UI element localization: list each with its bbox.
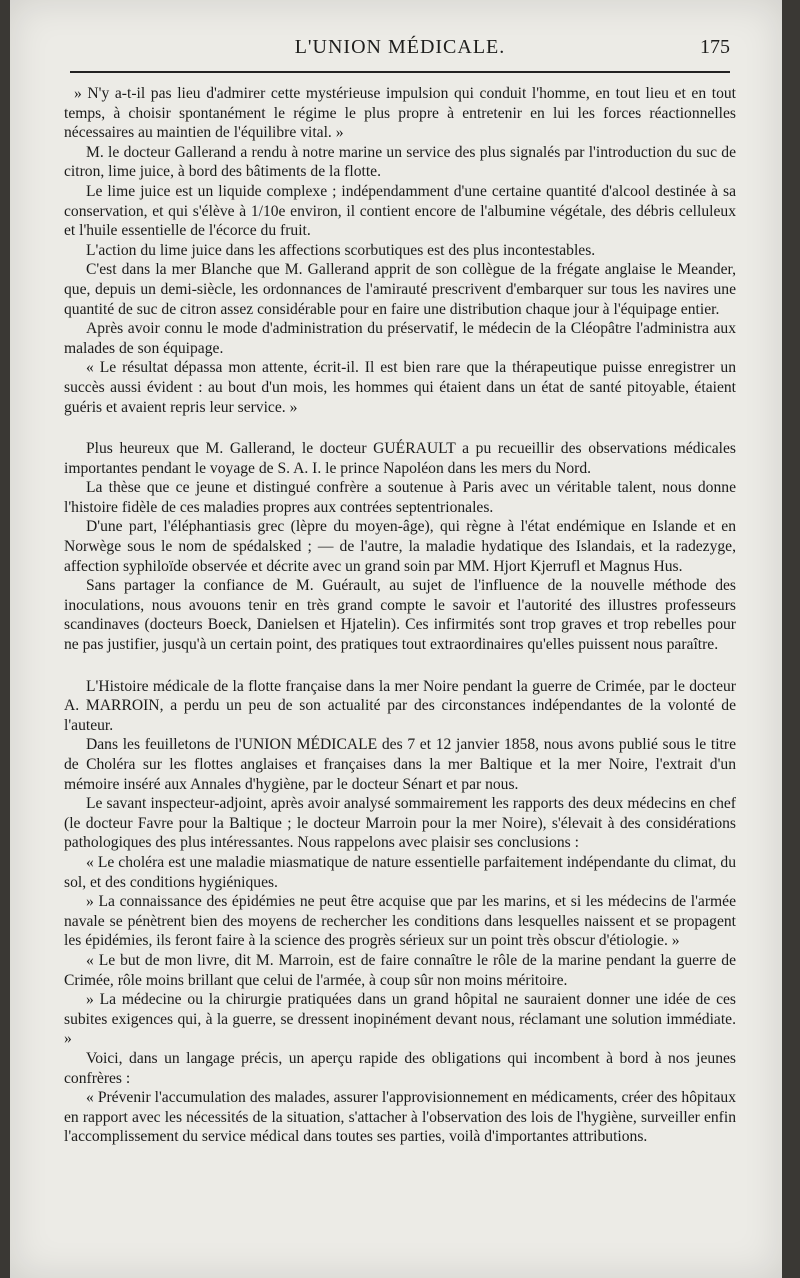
paragraph: Dans les feuilletons de l'UNION MÉDICALE des 7 et 12 janvier 1858, nous avons publié sous le titre de Choléra sur les flottes anglaises et françaises dans la mer Baltique et la mer Noire, l'extrait d'un mémoire inséré aux Annales d'hygiène, par le docteur Sénart et par nous. — [64, 736, 736, 793]
paragraph: M. le docteur Gallerand a rendu à notre marine un service des plus signalés par l'introduction du suc de citron, lime juice, à bord des bâtiments de la flotte. — [64, 143, 736, 181]
paragraph: Après avoir connu le mode d'administration du préservatif, le médecin de la Cléopâtre l'administra aux malades de son équipage. — [64, 320, 736, 357]
section-break — [64, 417, 736, 439]
paragraph: D'une part, l'éléphantiasis grec (lèpre du moyen-âge), qui règne à l'état endémique en Islande et en Norwège sous le nom de spédalsked ; — de l'autre, la maladie hydatique des Islandais, et la radezyge, affection syphiloïde observée et décrite avec un grand soin par MM. Hjort Kjerrufl et Magnus Hus. — [64, 518, 736, 575]
paragraph: » N'y a-t-il pas lieu d'admirer cette mystérieuse impulsion qui conduit l'homme, en tout lieu et en tout temps, à choisir spontanément le régime le plus propre à entretenir en lui les forces réactionnelles nécessaires au maintien de l'équilibre vital. » — [64, 85, 736, 142]
paragraph: « Prévenir l'accumulation des malades, assurer l'approvisionnement en médicaments, créer des hôpitaux en rapport avec les nécessités de la situation, s'attacher à l'observation des lois de l'hygiène, surveiller enfin l'accomplissement du service médical dans toutes ses parties, voilà d'importantes attributions. — [64, 1089, 736, 1146]
paragraph: » La médecine ou la chirurgie pratiquées dans un grand hôpital ne sauraient donner une idée de ces subites exigences qui, à la guerre, se dressent inopinément devant nous, réclamant une solution immédiate. » — [64, 991, 736, 1048]
paragraph: « Le résultat dépassa mon attente, écrit-il. Il est bien rare que la thérapeutique puisse enregistrer un succès aussi évident : au bout d'un mois, les hommes qui étaient dans un état de santé pitoyable, étaient guéris et avaient repris leur service. » — [64, 359, 736, 416]
paragraph: L'action du lime juice dans les affections scorbutiques est des plus incontestables. — [86, 241, 596, 259]
section-break — [64, 655, 736, 677]
paragraph: Voici, dans un langage précis, un aperçu rapide des obligations qui incombent à bord à nos jeunes confrères : — [64, 1049, 736, 1087]
paragraph: Plus heureux que M. Gallerand, le docteur GUÉRAULT a pu recueillir des observations médicales importantes pendant le voyage de S. A. I. le prince Napoléon dans les mers du Nord. — [64, 440, 736, 477]
paragraph: » La connaissance des épidémies ne peut être acquise que par les marins, et si les médecins de l'armée navale se pénètrent bien des moyens de rechercher les conditions dans lesquelles naissent et se propagent les épidémies, ils feront faire à la science des progrès sérieux sur un point très obscur d'étiologie. » — [64, 893, 736, 950]
page-number: 175 — [700, 36, 730, 58]
paragraph: « Le choléra est une maladie miasmatique de nature essentielle parfaitement indépendante du climat, du sol, et des conditions hygiéniques. — [64, 853, 736, 891]
header-rule — [70, 71, 730, 73]
paragraph: C'est dans la mer Blanche que M. Gallerand apprit de son collègue de la frégate anglaise le Meander, que, depuis un demi-siècle, les ordonnances de l'amirauté prescrivent d'embarquer sur tous les navires une quantité de suc de citron assez considérable pour en faire une distribution chaque jour à l'équipage entier. — [64, 261, 736, 318]
paragraph: Sans partager la confiance de M. Guérault, au sujet de l'influence de la nouvelle méthode des inoculations, nous avouons tenir en très grand compte le savoir et l'autorité des illustres professeurs scandinaves (docteurs Boeck, Danielsen et Hjatelin). Ces infirmités sont trop graves et trop rebelles pour ne pas justifier, jusqu'à un certain point, des pratiques tout extraordinaires qu'elles puissent nous paraître. — [64, 577, 736, 654]
paragraph: « Le but de mon livre, dit M. Marroin, est de faire connaître le rôle de la marine pendant la guerre de Crimée, rôle moins brillant que celui de l'armée, à coup sûr non moins méritoire. — [64, 951, 736, 989]
paragraph: L'Histoire médicale de la flotte française dans la mer Noire pendant la guerre de Crimée, par le docteur A. MARROIN, a perdu un peu de son actualité par des circonstances indépendantes de la volonté de l'auteur. — [64, 677, 736, 734]
page-body — [64, 84, 736, 1147]
paragraph: Le savant inspecteur-adjoint, après avoir analysé sommairement les rapports des deux médecins en chef (le docteur Favre pour la Baltique ; le docteur Marroin pour la mer Noire), s'élevait à des considérations pathologiques des plus intéressantes. Nous rappelons avec plaisir ses conclusions : — [64, 795, 736, 852]
paragraph: Le lime juice est un liquide complexe ; indépendamment d'une certaine quantité d'alcool destinée à sa conservation, et qui s'élève à 1/10e environ, il contient encore de l'albumine végétale, des débris celluleux et l'huile essentielle de l'écorce du fruit. — [64, 182, 736, 240]
page-header — [70, 36, 730, 66]
paragraph: La thèse que ce jeune et distingué confrère a soutenue à Paris avec un véritable talent, nous donne l'histoire fidèle de ces maladies propres aux contrées septentrionales. — [64, 479, 736, 516]
running-title: L'UNION MÉDICALE. — [294, 36, 506, 58]
book-page — [10, 0, 782, 1278]
